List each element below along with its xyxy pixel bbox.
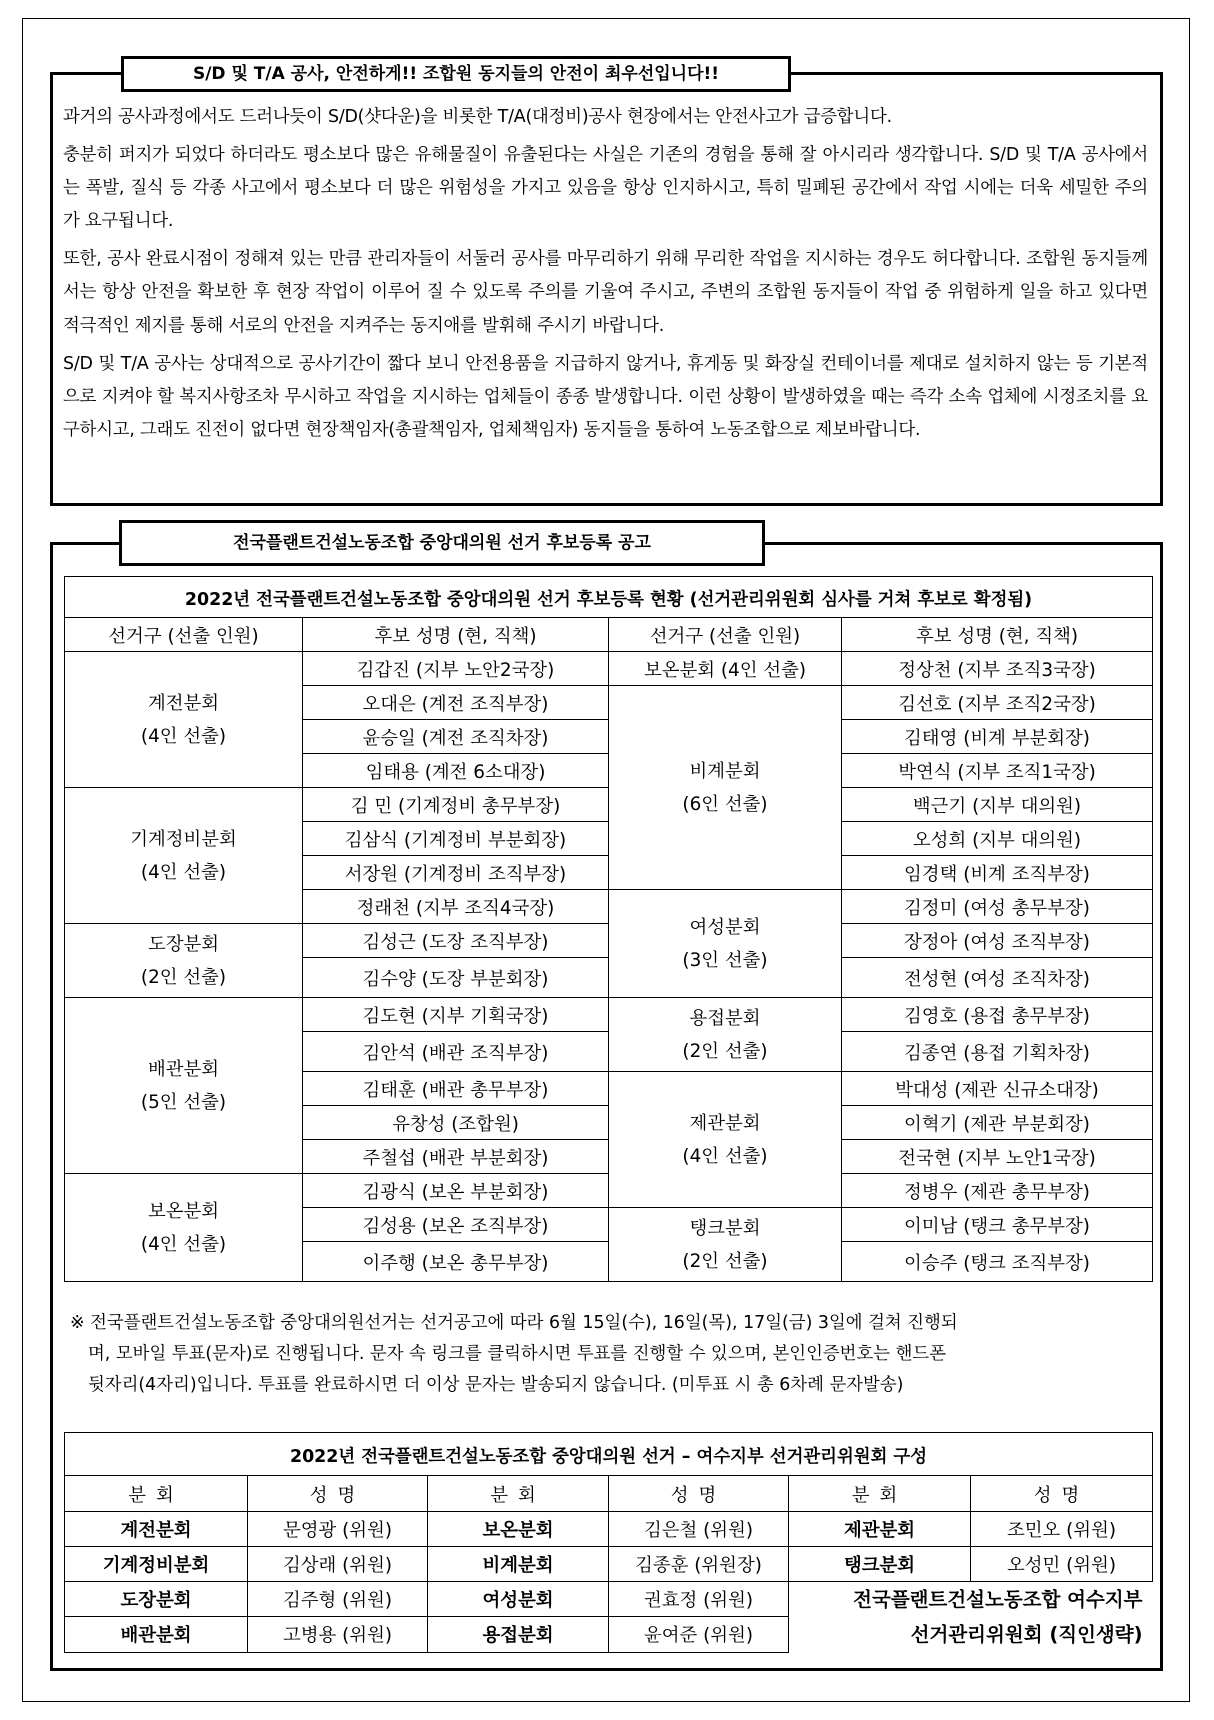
column-header: 분회 — [65, 1476, 248, 1512]
candidate-cell: 김광식 (보온 부분회장) — [303, 1174, 609, 1208]
safety-notice-body — [63, 101, 1148, 452]
signature-line: 선거관리위원회 (직인생략) — [910, 1623, 1143, 1646]
safety-notice-title: S/D 및 T/A 공사, 안전하게!! 조합원 동지들의 안전이 최우선입니다!! — [121, 56, 791, 92]
safety-notice-box — [50, 72, 1163, 506]
candidate-cell: 김삼식 (기계정비 부분회장) — [303, 822, 609, 856]
district-name: 기계정비분회 — [130, 828, 237, 850]
footnote-line: 뒷자리(4자리)입니다. 투표를 완료하시면 더 이상 문자는 발송되지 않습니다. (미투표 시 총 6차례 문자발송) — [88, 1375, 904, 1395]
candidate-cell: 유창성 (조합원) — [303, 1106, 609, 1140]
branch-cell: 용접분회 — [428, 1617, 609, 1652]
candidate-cell: 이미남 (탱크 총무부장) — [842, 1208, 1153, 1242]
district-name: 비계분회 — [689, 760, 761, 782]
candidate-cell: 김 민 (기계정비 총무부장) — [303, 788, 609, 822]
safety-paragraph: 충분히 퍼지가 되었다 하더라도 평소보다 많은 유해물질이 유출된다는 사실은 기존의 경험을 통해 잘 아시리라 생각합니다. S/D 및 T/A 공사에서는 폭발, 질식 등 각종 사고에서 평소보다 더 많은 위험성을 가지고 있음을 항상 인지하시고, 특히 밀폐된 공간에서 작업 시에는 더욱 세밀한 주의가 요구됩니다. — [63, 144, 1148, 232]
branch-cell: 배관분회 — [65, 1617, 248, 1652]
branch-cell: 기계정비분회 — [65, 1547, 248, 1582]
district-cell — [65, 788, 303, 924]
signature-line: 전국플랜트건설노동조합 여수지부 — [853, 1588, 1143, 1611]
footnote-line: ※ 전국플랜트건설노동조합 중앙대의원선거는 선거공고에 따라 6월 15일(수), 16일(목), 17일(금) 3일에 걸쳐 진행되 — [70, 1313, 958, 1333]
candidate-cell: 김정미 (여성 총무부장) — [842, 890, 1153, 924]
district-name: 보온분회 — [147, 1200, 220, 1222]
candidate-cell: 이혁기 (제관 부분회장) — [842, 1106, 1153, 1140]
candidate-cell: 김안석 (배관 조직부장) — [303, 1032, 609, 1072]
district-seats: (4인 선출) — [682, 1145, 768, 1167]
candidate-cell: 김성용 (보온 조직부장) — [303, 1208, 609, 1242]
member-cell: 김종훈 (위원장) — [609, 1547, 789, 1582]
candidate-cell: 주철섭 (배관 부분회장) — [303, 1140, 609, 1174]
column-header: 성명 — [971, 1476, 1153, 1512]
branch-cell: 탱크분회 — [789, 1547, 971, 1582]
district-seats: (5인 선출) — [140, 1091, 227, 1113]
candidate-cell: 오성희 (지부 대의원) — [842, 822, 1153, 856]
district-cell — [65, 924, 303, 998]
candidate-cell: 이승주 (탱크 조직부장) — [842, 1242, 1153, 1282]
committee-table — [64, 1432, 1153, 1653]
district-name: 제관분회 — [689, 1112, 761, 1134]
column-header: 후보 성명 (현, 직책) — [303, 618, 609, 652]
district-seats: (2인 선출) — [682, 1250, 768, 1272]
district-cell — [609, 1072, 842, 1208]
branch-cell: 여성분회 — [428, 1582, 609, 1617]
column-header: 분회 — [789, 1476, 971, 1512]
district-cell — [65, 652, 303, 788]
safety-paragraph: 또한, 공사 완료시점이 정해져 있는 만큼 관리자들이 서둘러 공사를 마무리하기 위해 무리한 작업을 지시하는 경우도 허다합니다. 조합원 동지들께서는 항상 안전을 확보한 후 현장 작업이 이루어 질 수 있도록 주의를 기울여 주시고, 주변의 조합원 동지들이 작업 중 위험하게 일을 하고 있다면 적극적인 제지를 통해 서로의 안전을 지켜주는 동지애를 발휘해 주시기 바랍니다. — [63, 249, 1148, 336]
member-cell: 오성민 (위원) — [971, 1547, 1153, 1582]
district-name: 계전분회 — [147, 692, 220, 714]
candidate-cell: 서장원 (기계정비 조직부장) — [303, 856, 609, 890]
member-cell: 고병용 (위원) — [248, 1617, 428, 1652]
footnote-line: 며, 모바일 투표(문자)로 진행됩니다. 문자 속 링크를 클릭하시면 투표를 진행할 수 있으며, 본인인증번호는 핸드폰 — [88, 1344, 946, 1364]
district-name: 도장분회 — [147, 933, 220, 955]
district-cell — [609, 686, 842, 890]
candidate-cell: 임경택 (비계 조직부장) — [842, 856, 1153, 890]
member-cell: 김상래 (위원) — [248, 1547, 428, 1582]
district-cell — [65, 1174, 303, 1282]
safety-paragraph: S/D 및 T/A 공사는 상대적으로 공사기간이 짧다 보니 안전용품을 지급하지 않거나, 휴게동 및 화장실 컨테이너를 제대로 설치하지 않는 등 기본적으로 지켜야 할 복지사항조차 무시하고 작업을 지시하는 업체들이 종종 발생합니다. 이런 상황이 발생하였을 때는 즉각 소속 업체에 시정조치를 요구하시고, 그래도 진전이 없다면 현장책임자(총괄책임자, 업체책임자) 동지들을 통하여 노동조합으로 제보바랍니다. — [63, 353, 1148, 441]
candidate-cell: 김성근 (도장 조직부장) — [303, 924, 609, 958]
candidate-cell: 장정아 (여성 조직부장) — [842, 924, 1153, 958]
member-cell: 윤여준 (위원) — [609, 1617, 789, 1652]
member-cell: 김주형 (위원) — [248, 1582, 428, 1617]
candidates-table — [64, 576, 1153, 1282]
district-name: 여성분회 — [689, 916, 761, 938]
committee-table-caption: 2022년 전국플랜트건설노동조합 중앙대의원 선거 – 여수지부 선거관리위원회 구성 — [65, 1433, 1153, 1476]
committee-signature — [789, 1582, 1153, 1653]
candidate-cell: 김영호 (용접 총무부장) — [842, 998, 1153, 1032]
district-cell — [609, 1208, 842, 1282]
branch-cell: 보온분회 — [428, 1512, 609, 1547]
column-header: 선거구 (선출 인원) — [65, 618, 303, 652]
candidate-cell: 오대은 (계전 조직부장) — [303, 686, 609, 720]
column-header: 분회 — [428, 1476, 609, 1512]
district-seats: (6인 선출) — [682, 793, 768, 815]
candidate-cell: 정래천 (지부 조직4국장) — [303, 890, 609, 924]
candidate-cell: 전성현 (여성 조직차장) — [842, 958, 1153, 998]
candidate-cell: 김태훈 (배관 총무부장) — [303, 1072, 609, 1106]
district-seats: (4인 선출) — [140, 725, 227, 747]
candidate-cell: 윤승일 (계전 조직차장) — [303, 720, 609, 754]
district-seats: (4인 선출) — [140, 861, 227, 883]
column-header: 성명 — [609, 1476, 789, 1512]
branch-cell: 계전분회 — [65, 1512, 248, 1547]
branch-cell: 도장분회 — [65, 1582, 248, 1617]
district-cell — [609, 890, 842, 998]
candidate-cell: 김종연 (용접 기획차장) — [842, 1032, 1153, 1072]
candidate-cell: 김도현 (지부 기획국장) — [303, 998, 609, 1032]
member-cell: 권효정 (위원) — [609, 1582, 789, 1617]
branch-cell: 비계분회 — [428, 1547, 609, 1582]
district-seats: (4인 선출) — [140, 1233, 227, 1255]
candidate-cell: 박연식 (지부 조직1국장) — [842, 754, 1153, 788]
district-seats: (2인 선출) — [682, 1040, 768, 1062]
member-cell: 문영광 (위원) — [248, 1512, 428, 1547]
branch-cell: 제관분회 — [789, 1512, 971, 1547]
candidate-cell: 정상천 (지부 조직3국장) — [842, 652, 1153, 686]
candidate-cell: 김수양 (도장 부분회장) — [303, 958, 609, 998]
candidate-cell: 정병우 (제관 총무부장) — [842, 1174, 1153, 1208]
candidate-cell: 전국현 (지부 노안1국장) — [842, 1140, 1153, 1174]
candidate-cell: 김선호 (지부 조직2국장) — [842, 686, 1153, 720]
district-name: 탱크분회 — [689, 1217, 761, 1239]
candidate-cell: 김태영 (비계 부분회장) — [842, 720, 1153, 754]
column-header: 후보 성명 (현, 직책) — [842, 618, 1153, 652]
election-footnote — [70, 1308, 1152, 1401]
safety-paragraph: 과거의 공사과정에서도 드러나듯이 S/D(샷다운)을 비롯한 T/A(대정비)공사 현장에서는 안전사고가 급증합니다. — [63, 107, 892, 127]
district-name: 배관분회 — [147, 1058, 220, 1080]
member-cell: 조민오 (위원) — [971, 1512, 1153, 1547]
district-cell: 보온분회 (4인 선출) — [609, 652, 842, 686]
candidate-cell: 백근기 (지부 대의원) — [842, 788, 1153, 822]
district-cell — [65, 998, 303, 1174]
column-header: 성명 — [248, 1476, 428, 1512]
district-cell — [609, 998, 842, 1072]
candidate-cell: 김갑진 (지부 노안2국장) — [303, 652, 609, 686]
candidates-table-caption: 2022년 전국플랜트건설노동조합 중앙대의원 선거 후보등록 현황 (선거관리위원회 심사를 거쳐 후보로 확정됨) — [65, 577, 1153, 618]
candidate-cell: 임태용 (계전 6소대장) — [303, 754, 609, 788]
district-seats: (3인 선출) — [682, 949, 768, 971]
district-name: 용접분회 — [689, 1007, 761, 1029]
district-seats: (2인 선출) — [140, 966, 227, 988]
election-notice-title: 전국플랜트건설노동조합 중앙대의원 선거 후보등록 공고 — [119, 520, 765, 566]
column-header: 선거구 (선출 인원) — [609, 618, 842, 652]
member-cell: 김은철 (위원) — [609, 1512, 789, 1547]
candidate-cell: 박대성 (제관 신규소대장) — [842, 1072, 1153, 1106]
candidate-cell: 이주행 (보온 총무부장) — [303, 1242, 609, 1282]
